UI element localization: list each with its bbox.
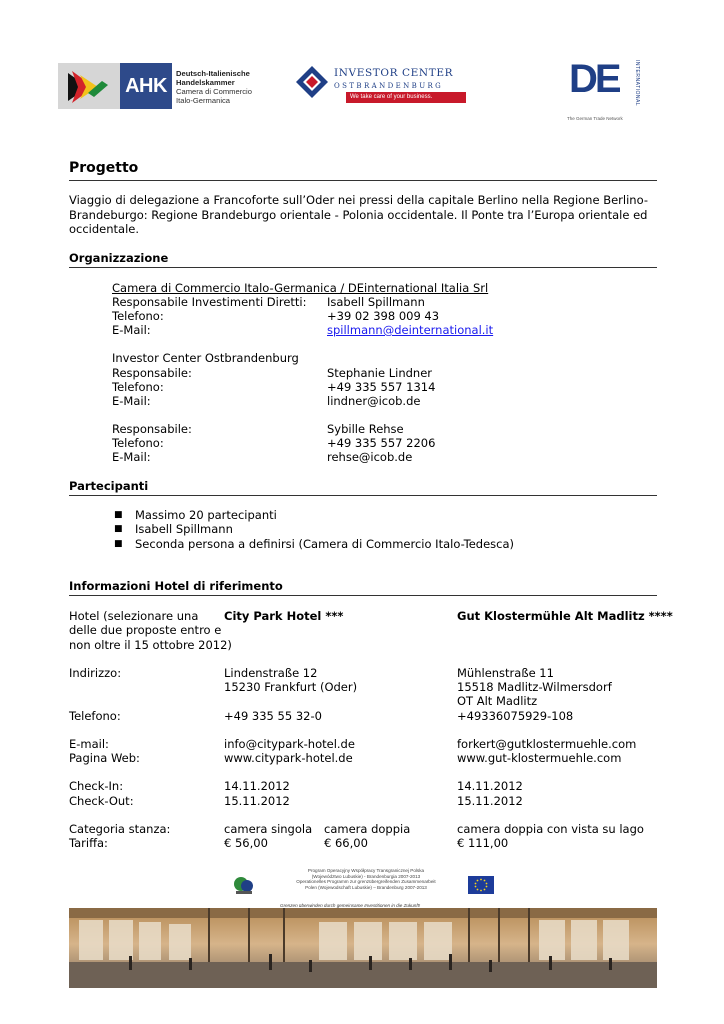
hotel1-checkin: 14.11.2012 — [224, 779, 290, 793]
org-name-camera: Camera di Commercio Italo-Germanica / DEinternational Italia Srl — [112, 281, 489, 295]
field-label: Tariffa: — [69, 836, 108, 850]
section-title-organizzazione: Organizzazione — [69, 251, 169, 265]
field-label: Telefono: — [69, 708, 121, 723]
funding-line: (Województwo Lubuskie) - Brandenburgia 2007-2013 — [311, 873, 421, 879]
bullet-icon: ■ — [114, 510, 123, 520]
hotel1-checkout: 15.11.2012 — [224, 793, 290, 808]
list-item: Massimo 20 partecipanti — [135, 508, 277, 522]
hotel2-address-line: Mühlenstraße 11 — [457, 666, 554, 680]
ahk-logo — [58, 63, 252, 109]
hotel2-room: camera doppia con vista su lago — [457, 822, 644, 836]
investor-center-emblem-icon — [294, 64, 330, 100]
deinternational-logo — [567, 56, 649, 120]
ahk-line: Handelskammer — [176, 78, 235, 87]
funding-banner — [228, 864, 512, 908]
contact-label: E-Mail: — [112, 450, 151, 464]
list-item: Isabell Spillmann — [135, 522, 233, 536]
hotel2-web: www.gut-klostermuehle.com — [457, 751, 622, 765]
funding-line: Program Operacyjny Współpracy Transgranicznej Polska — [307, 868, 425, 873]
hotel2-address-line: 15518 Madlitz-Wilmersdorf — [457, 680, 612, 694]
hotel1-web: www.citypark-hotel.de — [224, 751, 353, 765]
investor-center-title: INVESTOR CENTER — [334, 67, 454, 79]
ahk-wordmark: AHK — [120, 63, 172, 109]
funding-tagline: Grenzen überwinden durch gemeinsame Investitionen in die Zukunft! — [280, 903, 421, 908]
field-label: Check-In: — [69, 779, 124, 793]
contact-value: lindner@icob.de — [327, 393, 421, 408]
contact-value: rehse@icob.de — [327, 450, 413, 464]
progetto-line: Brandeburgo: Regione Brandeburgo orientale - Polonia occidentale. Il Ponte tra l’Europa orientale ed — [69, 207, 648, 222]
ahk-line: Deutsch-Italienische — [176, 69, 250, 78]
hotel-name-klostermuehle: Gut Klostermühle Alt Madlitz **** — [457, 609, 673, 623]
hotel2-email: forkert@gutklostermuehle.com — [457, 737, 637, 751]
hotel1-address-line: 15230 Frankfurt (Oder) — [224, 680, 358, 694]
divider — [69, 595, 657, 596]
investor-center-slogan: We take care of your business. — [346, 92, 466, 103]
de-tagline: The German Trade Network — [567, 116, 623, 121]
hotel1-room-double: camera doppia — [324, 822, 411, 836]
hotel1-room-single: camera singola — [224, 822, 313, 836]
list-item: Seconda persona a definirsi (Camera di Commercio Italo-Tedesca) — [135, 536, 515, 551]
section-title-progetto: Progetto — [69, 160, 139, 176]
hotel2-checkin: 14.11.2012 — [457, 779, 523, 793]
contact-label: Responsabile Investimenti Diretti: — [112, 295, 307, 309]
contact-value: Sybille Rehse — [327, 422, 404, 436]
ahk-line: Camera di Commercio — [176, 87, 252, 96]
station-photo-banner — [69, 908, 657, 988]
field-label: Pagina Web: — [69, 751, 140, 765]
contact-label: Telefono: — [112, 309, 164, 323]
hotel-intro-line: non oltre il 15 ottobre 2012) — [69, 637, 232, 652]
funding-programme-text — [284, 868, 448, 891]
hotel-intro-line: Hotel (selezionare una — [69, 609, 199, 623]
contact-value: +39 02 398 009 43 — [327, 309, 440, 323]
funding-line: Operationelles Programm zur grenzübergreifenden Zusammenarbeit — [296, 879, 436, 885]
hotel1-price-double: € 66,00 — [324, 836, 368, 850]
section-title-hotel: Informazioni Hotel di riferimento — [69, 579, 283, 593]
hotel1-price-single: € 56,00 — [224, 836, 268, 850]
hotel1-email: info@citypark-hotel.de — [224, 737, 355, 751]
ahk-chamber-name — [176, 69, 252, 105]
divider — [69, 180, 657, 181]
contact-label: Telefono: — [112, 379, 164, 394]
divider — [69, 267, 657, 268]
progetto-line: Viaggio di delegazione a Francoforte sull’Oder nei pressi della capitale Berlino nella Regione Berlino- — [69, 193, 648, 207]
contact-label: Responsabile: — [112, 422, 192, 436]
contact-label: E-Mail: — [112, 323, 151, 337]
hotel-intro-line: delle due proposte entro e — [69, 623, 222, 637]
hotel1-address-line: Lindenstraße 12 — [224, 666, 318, 680]
field-label: Indirizzo: — [69, 666, 122, 680]
investor-center-logo — [294, 62, 470, 104]
contact-label: E-Mail: — [112, 393, 151, 408]
hotel2-address-line: OT Alt Madlitz — [457, 694, 538, 708]
field-label: Check-Out: — [69, 793, 134, 808]
progetto-line: occidentale. — [69, 222, 140, 236]
eu-flag-icon — [468, 876, 494, 894]
de-wordmark: DE — [569, 57, 619, 101]
field-label: E-mail: — [69, 737, 109, 751]
contact-value: Isabell Spillmann — [327, 295, 425, 309]
bullet-icon: ■ — [114, 524, 123, 534]
org-name-icob: Investor Center Ostbrandenburg — [112, 351, 299, 365]
hotel2-checkout: 15.11.2012 — [457, 793, 523, 808]
hotel-name-citypark: City Park Hotel *** — [224, 609, 344, 623]
divider — [69, 495, 657, 496]
pl-bb-programme-logo-icon — [232, 874, 256, 896]
ahk-line: Italo-Germanica — [176, 96, 231, 105]
de-side-label: INTERNATIONAL — [634, 60, 640, 107]
contact-value: +49 335 557 2206 — [327, 436, 436, 450]
email-link-spillmann[interactable]: spillmann@deinternational.it — [327, 323, 494, 337]
flag-emblem-icon — [58, 63, 120, 109]
bullet-icon: ■ — [114, 538, 123, 549]
field-label: Categoria stanza: — [69, 822, 171, 836]
contact-value: Stephanie Lindner — [327, 365, 433, 380]
contact-value: +49 335 557 1314 — [327, 379, 436, 394]
hotel2-price: € 111,00 — [457, 836, 509, 850]
contact-label: Responsabile: — [112, 365, 192, 380]
contact-label: Telefono: — [112, 436, 164, 450]
section-title-partecipanti: Partecipanti — [69, 479, 149, 493]
hotel1-phone: +49 335 55 32-0 — [224, 708, 322, 723]
investor-center-subtitle: OSTBRANDENBURG — [334, 82, 444, 90]
hotel2-phone: +49336075929-108 — [457, 708, 574, 723]
funding-line: Polen (Wojewodschaft Lubuskie) – Brandenburg 2007-2013 — [305, 885, 427, 891]
